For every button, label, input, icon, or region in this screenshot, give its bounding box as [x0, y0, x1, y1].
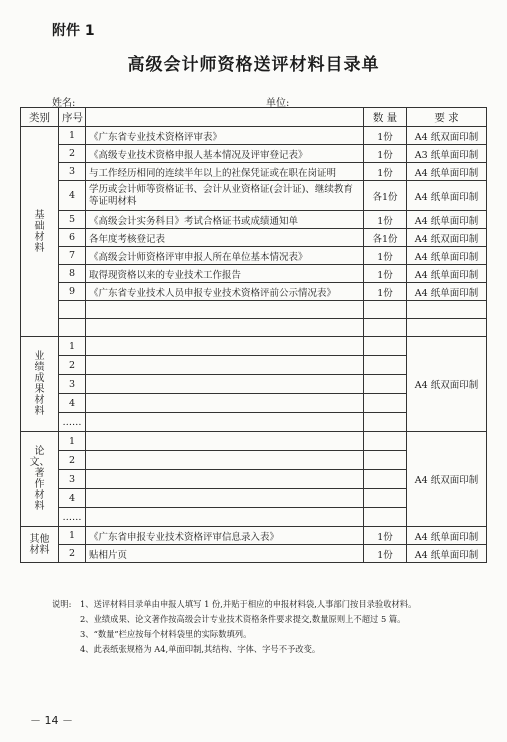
- row-quantity: [364, 337, 407, 356]
- blank-cell: [86, 301, 364, 319]
- blank-cell: [407, 301, 487, 319]
- blank-row: [21, 319, 487, 337]
- category-char: 料: [34, 242, 45, 254]
- row-item-name: 学历或会计师等资格证书、会计从业资格证(会计证)、继续教育等证明材料: [86, 181, 364, 211]
- notes-section: [52, 597, 492, 657]
- category-char: 论: [34, 446, 45, 457]
- table-row: [21, 163, 487, 181]
- table-row: [21, 247, 487, 265]
- table-row: [21, 145, 487, 163]
- materials-table: [20, 107, 487, 563]
- category-char: 果: [34, 384, 45, 395]
- row-quantity: 1份: [364, 145, 407, 163]
- blank-cell: [86, 319, 364, 337]
- row-quantity: [364, 394, 407, 413]
- row-item-name: [86, 394, 364, 413]
- row-number: 2: [59, 356, 86, 375]
- blank-row: [21, 301, 487, 319]
- attachment-label: 附件 1: [52, 23, 95, 39]
- row-item-name: [86, 337, 364, 356]
- category-basic: [21, 127, 59, 337]
- row-number: 4: [59, 394, 86, 413]
- row-requirement: A4 纸单面印制: [407, 527, 487, 545]
- row-item-name: [86, 375, 364, 394]
- row-requirement: A4 纸双面印制: [407, 127, 487, 145]
- row-number: 9: [59, 283, 86, 301]
- row-requirement: A4 纸单面印制: [407, 181, 487, 211]
- row-number: ……: [59, 508, 86, 527]
- category-char: 材: [34, 395, 45, 406]
- row-number: 4: [59, 181, 86, 211]
- row-item-name: [86, 508, 364, 527]
- category-char: 作: [34, 479, 45, 490]
- blank-cell: [59, 319, 86, 337]
- name-header: [86, 108, 364, 127]
- row-quantity: [364, 356, 407, 375]
- page-number: － 14 －: [30, 714, 73, 727]
- row-requirement: A4 纸单面印制: [407, 265, 487, 283]
- blank-cell: [407, 319, 487, 337]
- row-number: 6: [59, 229, 86, 247]
- row-number: 8: [59, 265, 86, 283]
- document-title: 高级会计师资格送评材料目录单: [127, 55, 380, 75]
- row-number: 1: [59, 127, 86, 145]
- category-char: 料: [34, 406, 45, 417]
- note-item: 2、业绩成果、论文著作按高级会计专业技术资格条件要求提交,数量原则上不超过 5 篇。: [80, 614, 406, 624]
- category-char: 著: [34, 468, 45, 479]
- table-row: [21, 283, 487, 301]
- blank-cell: [364, 319, 407, 337]
- category-achievements: [21, 337, 59, 432]
- row-quantity: [364, 451, 407, 470]
- row-quantity: 1份: [364, 211, 407, 229]
- row-item-name: 《高级会计师资格评审申报人所在单位基本情况表》: [86, 247, 364, 265]
- row-number: 2: [59, 545, 86, 563]
- row-requirement: A3 纸单面印制: [407, 145, 487, 163]
- table-row: [21, 527, 487, 545]
- row-number: 4: [59, 489, 86, 508]
- category-char: 其他: [29, 533, 50, 545]
- row-quantity: 1份: [364, 545, 407, 563]
- row-item-name: [86, 432, 364, 451]
- section-requirement: A4 纸双面印制: [407, 432, 487, 527]
- table-row: [21, 545, 487, 563]
- table-row: [21, 265, 487, 283]
- row-item-name: 《广东省专业技术资格评审表》: [86, 127, 364, 145]
- row-item-name: 《广东省申报专业技术资格评审信息录入表》: [86, 527, 364, 545]
- row-number: 2: [59, 145, 86, 163]
- row-number: 3: [59, 470, 86, 489]
- category-char: 绩: [34, 362, 45, 373]
- row-quantity: 1份: [364, 163, 407, 181]
- row-number: 5: [59, 211, 86, 229]
- category-char: 础: [34, 220, 45, 232]
- number-header: 序号: [59, 108, 86, 127]
- row-quantity: [364, 489, 407, 508]
- note-item: 4、此表纸张规格为 A4,单面印制,其结构、字体、字号不予改变。: [80, 644, 321, 654]
- row-item-name: 与工作经历相同的连续半年以上的社保凭证或在职在岗证明: [86, 163, 364, 181]
- row-number: 3: [59, 375, 86, 394]
- blank-cell: [364, 301, 407, 319]
- row-item-name: [86, 413, 364, 432]
- row-quantity: 1份: [364, 127, 407, 145]
- category-papers: [21, 432, 59, 527]
- quantity-header: 数 量: [364, 108, 407, 127]
- row-item-name: [86, 489, 364, 508]
- row-item-name: 《广东省专业技术人员申报专业技术资格评前公示情况表》: [86, 283, 364, 301]
- category-char: 成: [34, 373, 45, 384]
- row-requirement: A4 纸单面印制: [407, 283, 487, 301]
- category-char: 材料: [29, 544, 50, 556]
- row-number: 1: [59, 337, 86, 356]
- row-number: 1: [59, 432, 86, 451]
- note-item: 3、“数量”栏应按每个材料袋里的实际数填列。: [80, 629, 252, 639]
- row-quantity: [364, 375, 407, 394]
- category-char: 业: [34, 351, 45, 362]
- row-quantity: 1份: [364, 265, 407, 283]
- category-char: 料: [34, 501, 45, 512]
- row-number: 1: [59, 527, 86, 545]
- notes-label: 说明:: [52, 599, 72, 609]
- category-char: 材: [34, 490, 45, 501]
- section-requirement: A4 纸双面印制: [407, 337, 487, 432]
- row-quantity: 各1份: [364, 181, 407, 211]
- row-item-name: [86, 470, 364, 489]
- row-requirement: A4 纸单面印制: [407, 247, 487, 265]
- header-row: [21, 108, 487, 127]
- row-requirement: A4 纸单面印制: [407, 163, 487, 181]
- table-row: [21, 337, 487, 356]
- row-quantity: 1份: [364, 527, 407, 545]
- row-item-name: 贴相片页: [86, 545, 364, 563]
- row-requirement: A4 纸单面印制: [407, 211, 487, 229]
- row-quantity: [364, 470, 407, 489]
- row-quantity: [364, 413, 407, 432]
- row-number: 2: [59, 451, 86, 470]
- category-char: 文、: [29, 457, 50, 468]
- row-requirement: A4 纸单面印制: [407, 545, 487, 563]
- table-row: [21, 211, 487, 229]
- row-item-name: [86, 356, 364, 375]
- requirement-header: 要 求: [407, 108, 487, 127]
- blank-cell: [59, 301, 86, 319]
- row-item-name: 取得现资格以来的专业技术工作报告: [86, 265, 364, 283]
- row-item-name: 《高级专业技术资格申报人基本情况及评审登记表》: [86, 145, 364, 163]
- row-number: 3: [59, 163, 86, 181]
- unit-label: 单位:: [266, 98, 290, 109]
- row-item-name: 《高级会计实务科目》考试合格证书或成绩通知单: [86, 211, 364, 229]
- row-quantity: [364, 508, 407, 527]
- row-number: ……: [59, 413, 86, 432]
- table-row: [21, 432, 487, 451]
- row-requirement: A4 纸双面印制: [407, 229, 487, 247]
- table-row: [21, 181, 487, 211]
- category-header: 类别: [21, 108, 59, 127]
- row-quantity: 1份: [364, 283, 407, 301]
- category-char: 基: [34, 209, 45, 221]
- row-number: 7: [59, 247, 86, 265]
- row-quantity: 各1份: [364, 229, 407, 247]
- row-item-name: 各年度考核登记表: [86, 229, 364, 247]
- name-label: 姓名:: [52, 98, 76, 109]
- row-item-name: [86, 451, 364, 470]
- category-other: [21, 527, 59, 563]
- row-quantity: [364, 432, 407, 451]
- table-row: [21, 229, 487, 247]
- row-quantity: 1份: [364, 247, 407, 265]
- category-char: 材: [34, 231, 45, 243]
- note-item: 1、送评材料目录单由申报人填写 1 份,并贴于相应的申报材料袋,人事部门按目录验收材料。: [80, 599, 417, 609]
- table-row: [21, 127, 487, 145]
